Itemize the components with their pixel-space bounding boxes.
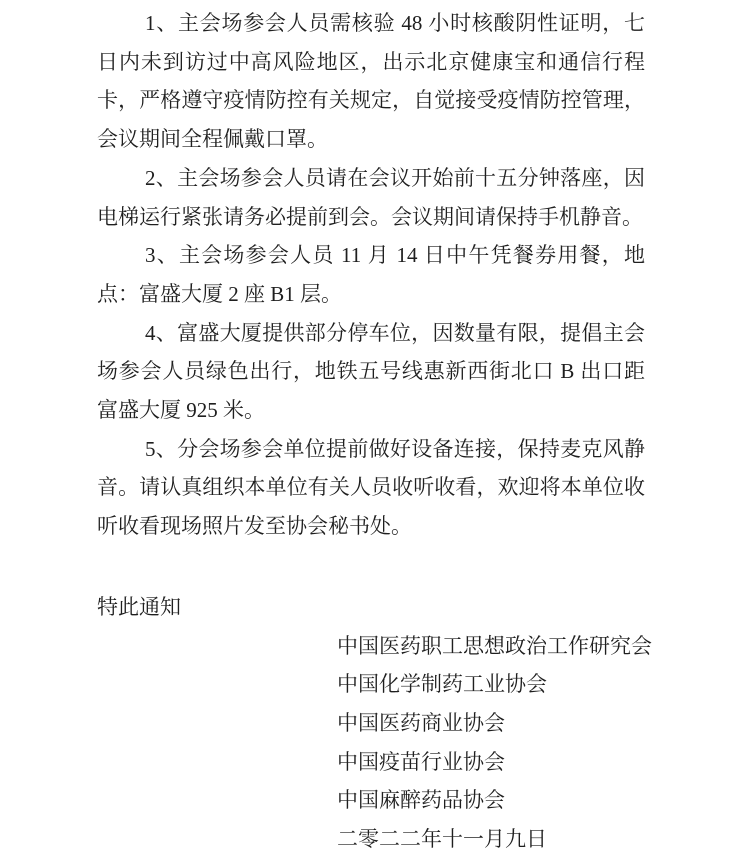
closing-phrase: 特此通知	[97, 594, 181, 619]
notice-paragraph-2: 2、主会场参会人员请在会议开始前十五分钟落座，因电梯运行紧张请务必提前到会。会议期间请保持手机静音。	[97, 165, 645, 229]
signature-date: 二零二二年十一月九日	[337, 827, 547, 852]
notice-paragraph-4: 4、富盛大厦提供部分停车位，因数量有限，提倡主会场参会人员绿色出行，地铁五号线惠新西街北口 B 出口距富盛大厦 925 米。	[97, 320, 645, 423]
notice-body	[97, 4, 652, 859]
notice-paragraph-1: 1、主会场参会人员需核验 48 小时核酸阴性证明，七日内未到访过中高风险地区，出示北京健康宝和通信行程卡，严格遵守疫情防控有关规定，自觉接受疫情防控管理，会议期间全程佩戴口罩。	[97, 11, 645, 152]
signature-org-3: 中国医药商业协会	[337, 710, 505, 735]
signature-org-4: 中国疫苗行业协会	[337, 749, 505, 774]
signature-block	[337, 627, 652, 859]
signature-org-2: 中国化学制药工业协会	[337, 672, 547, 697]
signature-org-5: 中国麻醉药品协会	[337, 788, 505, 813]
notice-paragraph-3: 3、主会场参会人员 11 月 14 日中午凭餐券用餐，地点：富盛大厦 2 座 B1 层。	[97, 243, 645, 306]
signature-org-1: 中国医药职工思想政治工作研究会	[337, 633, 652, 658]
notice-paragraph-5: 5、分会场参会单位提前做好设备连接，保持麦克风静音。请认真组织本单位有关人员收听收看，欢迎将本单位收听收看现场照片发至协会秘书处。	[97, 436, 645, 539]
